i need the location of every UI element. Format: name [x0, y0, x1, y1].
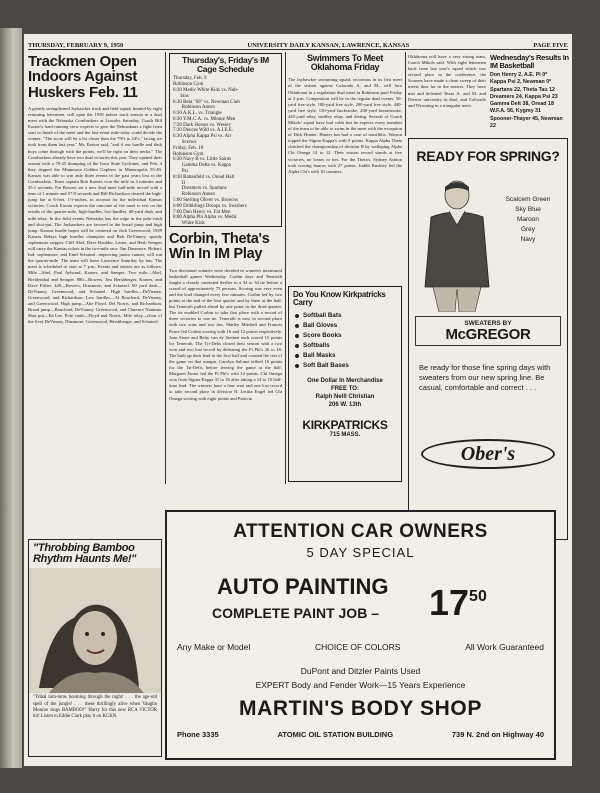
obers-headline: READY FOR SPRING? — [416, 148, 560, 164]
martin-expert: EXPERT Body and Fender Work—15 Years Experience — [255, 680, 466, 690]
obers-color: Maroon — [516, 216, 540, 223]
bamboo-caption: "Tribal tom-toms booming through the night! . . . the age-old spell of the jungle! . . . these thrillingly alive when Vaughn Monroe sings BAMBOO!" Hurry for this new RCA VICTOR hit! Listen to Eddie Clark play it on KCKN. — [33, 695, 157, 719]
track-headline: Trackmen Open Indoors Against Huskers Feb. 11 — [28, 53, 138, 101]
kirk-free: FREE TO: — [331, 386, 359, 393]
obers-body: Be ready for those fine spring days with sweaters from our new spring line. Be casual, comfortable and correct . . . — [419, 363, 551, 392]
sweater-man-illustration — [415, 177, 495, 312]
schedule-line: 7:30 Dark Horses vs. Wesley — [173, 122, 231, 128]
kirk-item: Ball Gloves — [293, 321, 397, 331]
schedule-line: 5:00 Sterling Oliver vs. Broncos — [173, 198, 238, 204]
schedule-line: 8:30 Battenfeld vs. Oread Hall — [173, 174, 235, 180]
binding-spine — [0, 28, 22, 768]
schedule-line: 6:30 A.K.L. vs. Triangle — [173, 111, 222, 117]
schedule-line: 6:30 Y.M.C.A. vs. Minute Men — [173, 116, 236, 122]
obers-brand-label: SWEATERS BY — [464, 320, 512, 327]
swim-body: The Jayhawker swimming squad, victorious in its first meet of the season against Colorado A. and M., will face Oklahoma in a regulation dual meet in Robinson pool Friday at 3 p.m. Competition will be in the regular dual events: 50-yard free style, 100-yard free style, 200-yard free style, 440-yard free style, 150-yard backstroke, 200-yard breaststroke, 440-yard relay, medley relay, and diving. Several of Coach Mikols' squad have had colds but he expects every member of the team to be able to swim in the meet with the exception of Dick Hunter. Hunter has had a case of tonsillitis. Watson topped the Sigma Kappa's with 9 points. Kappa Alpha Theta clinched the championship of division II by walloping Alpha Chi Omega 14 to 12. Their season record stands at five victories, no losses or ties. For the Theta's, Sydney Ashton took scoring honors with 27 points. Judith Buckley led the Alpha Chi's with 10 counters. — [288, 77, 402, 174]
schedule-line: Dreamers vs. Spartans — [173, 186, 227, 192]
kirk-item: Score Books — [293, 331, 397, 341]
martin-any-model: Any Make or Model — [177, 642, 251, 652]
results-title: Wednesday's Results In IM Basketball — [490, 53, 569, 70]
schedule-line: Robinson Annex — [173, 192, 216, 198]
schedule-line: 8:30 Beta "69" vs. Newman Club — [173, 99, 240, 105]
obers-color-list — [497, 195, 559, 245]
schedule-line: Robinson Annex — [173, 105, 216, 111]
result-line: Kappa Psi 2, Newman 0* — [490, 79, 552, 86]
martin-line1: ATTENTION CAR OWNERS — [233, 521, 488, 542]
schedule-box — [169, 53, 282, 227]
kirk-winner: Ralph Neill Christian — [315, 394, 375, 401]
result-line: W.F.A. 56, Kygmy 31 — [490, 108, 541, 115]
kirk-title: Do You Know Kirkpatricks Carry — [293, 290, 386, 308]
page-header — [28, 40, 568, 50]
newspaper-page — [24, 34, 572, 766]
schedule-line: 7:00 Don Henry vs. Fat Men — [173, 209, 231, 215]
martin-ad — [165, 510, 556, 760]
schedule-line: Robinson Gym — [173, 151, 204, 157]
martin-phone: Phone 3335 — [177, 730, 219, 739]
schedule-title: Thursday's, Friday's IM Cage Schedule — [182, 55, 269, 74]
column-rule — [405, 52, 406, 136]
martin-shop: MARTIN'S BODY SHOP — [239, 697, 482, 720]
kirk-item: Soft Ball Bases — [293, 361, 397, 371]
schedule-line: Gamma Delta vs. Kappa — [173, 163, 231, 169]
result-line: Spartans 22, Theta Tau 12 — [490, 86, 555, 93]
column-rule — [165, 52, 166, 484]
corbin-body: Two divisional winners were decided in women's intramural basketball games Wednesday. Corbin days and Teneroth fought a closely contested thriller to a 34 to 34 tie before a crowd of approximately 75 persons. Scoring was very even and the lead changed every few minutes. Corbin led by two points at the end of the first quarter and by three at the half, but Teneroth pulled ahead by one point in the third quarter. The tie enabled Corbin to take first place with a record of three victories to one tie. Teneroth is now in second place with two wins and two ties. Shirley Mitchell and Frances Pence led Corbin scoring with 16 and 12 points respectively. Joan Stone and Betty van dy Steinen each scored 15 points for Teneroth. The Tri-Delts closed their season with a two won and two lost record by defeating the Pi Phi's 26 to 18. The built up their lead in the first half and coasted the rest of the game on that margin. Carolyn Salome tallied 18 points for the Tri-Delts before leaving the game at the half. Margaret Foster led the Pi Phi's with 14 points. Chi Omega won from Sigma Kappa 31 to 16 after taking a 14 to 10 half-time lead. The winners have a four won and one lost record to take second place in division II. Letitia Engel led Chi Omega scoring with eight points and Patricia — [169, 267, 282, 401]
results-list — [490, 72, 570, 130]
result-line: Don Henry 2, A.E. Pi 0* — [490, 72, 548, 79]
singer-portrait-image — [29, 568, 161, 693]
martin-paints: DuPont and Ditzler Paints Used — [300, 666, 421, 676]
kirk-address: 206 W. 13th — [328, 402, 362, 409]
swim-headline: Swimmers To Meet Oklahoma Friday — [306, 53, 384, 73]
martin-choice: CHOICE OF COLORS — [315, 642, 401, 652]
martin-price — [429, 582, 487, 624]
header-page: PAGE FIVE — [533, 42, 568, 49]
header-paper: UNIVERSITY DAILY KANSAN, LAWRENCE, KANSAS — [247, 42, 410, 49]
kirk-item-list — [293, 311, 397, 371]
obers-ad — [408, 138, 568, 540]
martin-guarantee: All Work Guaranteed — [465, 642, 544, 652]
schedule-line: Psi — [173, 169, 188, 175]
swim-article — [288, 54, 402, 297]
kirk-offer: One Dollar In Merchandise — [307, 378, 383, 385]
header-date: THURSDAY, FEBRUARY 9, 1950 — [28, 42, 124, 49]
kirk-item: Softballs — [293, 341, 397, 351]
kirk-item: Softball Bats — [293, 311, 397, 321]
obers-brand: McGREGOR — [445, 326, 531, 343]
column-rule — [285, 52, 286, 484]
martin-line3: AUTO PAINTING — [217, 574, 389, 599]
schedule-line: bins — [173, 93, 189, 99]
martin-line2: 5 DAY SPECIAL — [306, 545, 415, 561]
oklahoma-body: Oklahoma will have a very strong team, Coach Mikols said. With eight lettermen back from last year's squad which was second place in the conference, the Sooners have made a clean sweep of their meets thus far in the season. They have met and defeated Texas A. and M. and Denver university in dual, and Colorado and Wyoming in a triangular meet. — [408, 54, 486, 108]
schedule-line: 6:00 Dribblings Droops vs. Swishers — [173, 203, 247, 209]
obers-color: Scalcem Green — [505, 196, 551, 203]
schedule-line: 8:00 Alpha Phi Alpha vs. Medic — [173, 215, 238, 221]
schedule-line: 7:30 Deuces Wild vs. A.I.E.E. — [173, 128, 234, 134]
obers-color: Grey — [520, 226, 536, 233]
result-line: Dreamers 24, Kappa Psi 23 — [490, 93, 558, 100]
schedule-line: II — [173, 180, 186, 186]
track-body: A greatly strengthened Jayhawker track and field squad, headed by eight returning lettermen, will open the 1950 indoor track season in a dual meet with the Nebraska Cornhuskers at Lincoln, Saturday. Coach Bill Easton's hard running crew expects to give the Nebraskans a fight from start to finish of the meet and the last-event mile-relay could decide the winner. "The score will be a lot closer than the 79½ to 24½," lacing we took from them last year," Mr. Easton said, "and if our hurdle and dash boys come through with the points, we'll be right on their necks." The Cornhuskers already have two dual victories this year. They opened their season with a 79-25 thumping of the Iowa State Cyclones, and Feb. 4 they tripped the Minnesota Golden Gophers in Minneapolis 55-49. Kansas was able to win only three events in the past years loss to the Cornhuskers. Team captain Bob Karnes won the mile in 4 minutes and 35.1 seconds; Pat Bowers set a new dual meet half-mile record with a time of 1 minute and 57.8 seconds and Bill Richardson cleared the high-jump bar at 6-feet, 1½-inches, to account for the individual Kansas victories. Coach Easton expects the outcome of the meet to rest on the results of the quarter-mile, high-hurdles, low-hurdles, 60-yard dash, and mile-relay. In the field events Nebraska has the edge in the pole-vault and shot-put. The Jayhawkers are favored in the broad jump and high jump. Kansas hurdle hopes will be centered on Jack Greenwood, 1949 Kansas Relays high hurdles champion and Bob DeVinney, speedy sophomore stepper. Cliff Abel, Dave Boulder, Lester, and Herb Semper will carry the Kansas colors in the two-mile race. Jim Dinsmore, Hobart, Ind. sophomore, and Emil Schutzel, improving junior runner, will run the quarter-mile. The team will leave Lawrence Saturday by bus. The meet is scheduled to start at 7 p.m. Events and entries are as follows: Mile—Abel, Paul Aylward, Karnes, and Semper. Two mile—Abel, Breidenthal and Semper. 880—Bowers, Jim Hershberger, Karnes, and Dave Fisher. 440—Bowers, Dinsmore, and Schutzel. 60 yard dash—DeVinney, Greenwood, and Schutzel. High hurdles—DeVinney, Greenwood, and Richardson. Low hurdles—Al Bouchard, DeVinney, and Greenwood. High jump—Abe Floyd, Del Norris, and Richardson. Broad jump—Bouchard, DeVinney, Greenwood, and Clarence Nauman. Shot put—Ed Lee. Pole vault—Floyd and Norris. Mile relay—(four of the five) DeVinney, Dinsmore, Greenwood, Hershberger, and Schutzel. — [28, 105, 162, 325]
obers-color: Sky Blue — [515, 206, 541, 213]
martin-station: ATOMIC OIL STATION BUILDING — [277, 730, 394, 739]
kirk-store-address: 715 MASS. — [329, 431, 361, 438]
corbin-article — [169, 232, 282, 478]
schedule-list — [173, 76, 278, 227]
obers-store: Ober's — [460, 442, 516, 465]
schedule-line: 6:30 Navy B vs. Little Saints — [173, 157, 232, 163]
schedule-line: 6:30 Alpha Kappa Psi vs. Air — [173, 134, 232, 140]
track-article — [28, 54, 162, 481]
schedule-line: Robinson Gym — [173, 82, 204, 88]
kirk-item: Ball Masks — [293, 351, 397, 361]
martin-price-dollars: 17 — [429, 582, 470, 623]
martin-price-cents: 50 — [469, 588, 487, 605]
result-line: Gamma Delt 38, Oread 18 — [490, 101, 554, 108]
schedule-line: Friday, Feb. 10 — [173, 145, 204, 151]
schedule-line: Thursday, Feb. 9 — [173, 76, 207, 82]
obers-logo — [421, 439, 555, 469]
kirkpatricks-ad — [288, 286, 402, 482]
schedule-line: 6:30 Medic White Kids vs. Nub- — [173, 87, 239, 93]
result-line: Spooner-Thayer 45, Newman 22 — [490, 115, 563, 129]
martin-line4: COMPLETE PAINT JOB – — [212, 605, 379, 621]
obers-color: Navy — [520, 236, 536, 243]
martin-address: 739 N. 2nd on Highway 40 — [451, 730, 544, 739]
bamboo-headline: "Throbbing Bamboo Rhythm Haunts Me!" — [33, 542, 137, 566]
kirk-store: KIRKPATRICKS — [302, 418, 388, 433]
schedule-line: Screws — [173, 140, 197, 146]
schedule-line: White Kids — [173, 221, 205, 227]
bamboo-ad — [28, 539, 162, 757]
results-box — [490, 54, 570, 130]
corbin-headline: Corbin, Theta's Win In IM Play — [169, 231, 270, 262]
